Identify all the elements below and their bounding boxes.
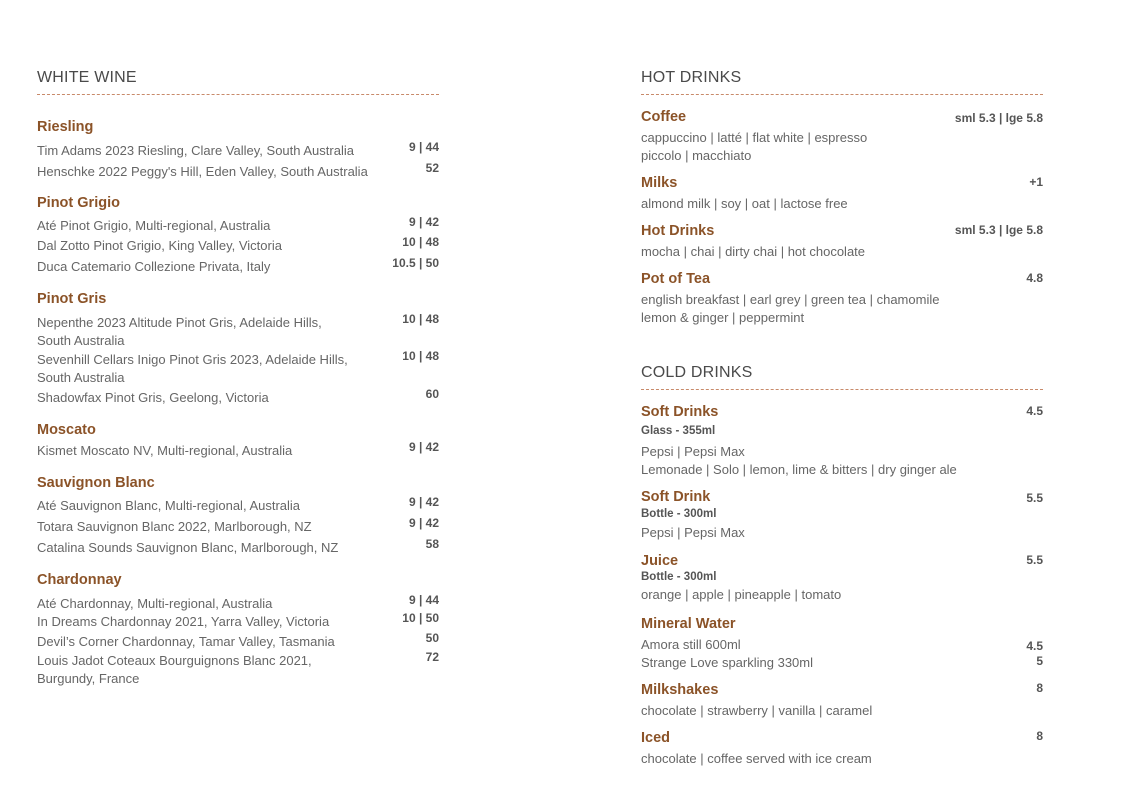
menu-item: Duca Catemario Collezione Privata, Italy 10.5 | 50 — [37, 256, 439, 274]
category-hot-drinks: Hot Drinks — [641, 223, 715, 239]
price: 72 — [425, 650, 439, 664]
category-sauvignon-blanc: Sauvignon Blanc — [37, 475, 155, 491]
item-size: Glass - 355ml — [641, 425, 716, 437]
category-mineral-water: Mineral Water — [641, 616, 736, 632]
price: 5.5 — [1026, 553, 1043, 567]
menu-item: Até Chardonnay, Multi-regional, Australia 9 | 44 — [37, 593, 439, 611]
category-moscato: Moscato — [37, 422, 96, 438]
item-description: english breakfast | earl grey | green tea | chamomile lemon & ginger | peppermint — [641, 292, 940, 325]
menu-item: Sevenhill Cellars Inigo Pinot Gris 2023, Adelaide Hills, South Australia 10 | 48 — [37, 349, 439, 385]
menu-item: Henschke 2022 Peggy's Hill, Eden Valley, South Australia 52 — [37, 161, 439, 179]
category-riesling: Riesling — [37, 119, 94, 135]
menu-item: Catalina Sounds Sauvignon Blanc, Marlborough, NZ 58 — [37, 537, 439, 555]
category-pot-of-tea: Pot of Tea — [641, 271, 711, 287]
menu-item: Shadowfax Pinot Gris, Geelong, Victoria 60 — [37, 387, 439, 405]
menu-item: Até Pinot Grigio, Multi-regional, Australia 9 | 42 — [37, 215, 439, 233]
item-description: orange | apple | pineapple | tomato — [641, 587, 842, 602]
menu-item: Dal Zotto Pinot Grigio, King Valley, Victoria 10 | 48 — [37, 235, 439, 253]
divider — [37, 94, 439, 95]
price: +1 — [1029, 175, 1043, 189]
item-description: cappuccino | latté | flat white | espresso piccolo | macchiato — [641, 130, 868, 163]
item-size: Bottle - 300ml — [641, 571, 717, 583]
menu-item: Louis Jadot Coteaux Bourguignons Blanc 2021, Burgundy, France 72 — [37, 650, 439, 686]
price: 5.5 — [1026, 491, 1043, 505]
price: 8 — [1036, 729, 1043, 743]
price: sml 5.3 | lge 5.8 — [954, 111, 1043, 125]
price: 10 | 48 — [402, 349, 439, 363]
menu-item: Devil’s Corner Chardonnay, Tamar Valley, Tasmania 50 — [37, 631, 439, 649]
price: 52 — [425, 161, 439, 175]
price: 8 — [1036, 681, 1043, 695]
item-description: Pepsi | Pepsi Max Lemonade | Solo | lemon, lime & bitters | dry ginger ale — [641, 444, 957, 477]
menu-item: Tim Adams 2023 Riesling, Clare Valley, South Australia 9 | 44 — [37, 140, 439, 158]
price: 9 | 44 — [408, 593, 439, 607]
category-soft-drink: Soft Drink — [641, 489, 711, 505]
item-size: Bottle - 300ml — [641, 508, 717, 520]
menu-item: Kismet Moscato NV, Multi-regional, Australia 9 | 42 — [37, 440, 439, 458]
price: 5 — [1036, 654, 1043, 668]
white-wine-title: WHITE WINE — [37, 69, 137, 86]
price: 4.5 — [1026, 404, 1043, 418]
price: 9 | 42 — [408, 215, 439, 229]
item-description: mocha | chai | dirty chai | hot chocolate — [641, 244, 866, 259]
price: 9 | 42 — [408, 516, 439, 530]
item-description: Pepsi | Pepsi Max — [641, 525, 745, 540]
category-pinot-gris: Pinot Gris — [37, 291, 107, 307]
price: sml 5.3 | lge 5.8 — [954, 223, 1043, 237]
category-chardonnay: Chardonnay — [37, 572, 122, 588]
price: 4.8 — [1026, 271, 1043, 285]
category-soft-drinks: Soft Drinks — [641, 404, 719, 420]
cold-drinks-title: COLD DRINKS — [641, 364, 753, 381]
item-description: chocolate | strawberry | vanilla | caramel — [641, 703, 873, 718]
hot-drinks-title: HOT DRINKS — [641, 69, 742, 86]
price: 9 | 42 — [408, 440, 439, 454]
price: 9 | 42 — [408, 495, 439, 509]
price: 50 — [425, 631, 439, 645]
price: 10 | 48 — [402, 312, 439, 326]
menu-item: Totara Sauvignon Blanc 2022, Marlborough, NZ 9 | 42 — [37, 516, 439, 534]
category-pinot-grigio: Pinot Grigio — [37, 195, 120, 211]
price: 58 — [425, 537, 439, 551]
price: 10.5 | 50 — [392, 256, 439, 270]
category-juice: Juice — [641, 553, 679, 569]
price: 10 | 48 — [402, 235, 439, 249]
price: 10 | 50 — [402, 611, 439, 625]
price: 60 — [425, 387, 439, 401]
divider — [641, 389, 1043, 390]
item-description: chocolate | coffee served with ice cream — [641, 751, 872, 766]
price: 9 | 44 — [408, 140, 439, 154]
item-description: almond milk | soy | oat | lactose free — [641, 196, 848, 211]
menu-item: Nepenthe 2023 Altitude Pinot Gris, Adelaide Hills, South Australia 10 | 48 — [37, 312, 439, 348]
category-milks: Milks — [641, 175, 678, 191]
category-coffee: Coffee — [641, 109, 687, 125]
menu-item: Até Sauvignon Blanc, Multi-regional, Australia 9 | 42 — [37, 495, 439, 513]
price: 4.5 — [1026, 639, 1043, 653]
category-milkshakes: Milkshakes — [641, 682, 719, 698]
menu-item: In Dreams Chardonnay 2021, Yarra Valley, Victoria 10 | 50 — [37, 611, 439, 629]
category-iced: Iced — [641, 730, 671, 746]
divider — [641, 94, 1043, 95]
menu-item: Amora still 600ml 4.5 — [641, 637, 1043, 653]
menu-item: Strange Love sparkling 330ml 5 — [641, 654, 1043, 670]
